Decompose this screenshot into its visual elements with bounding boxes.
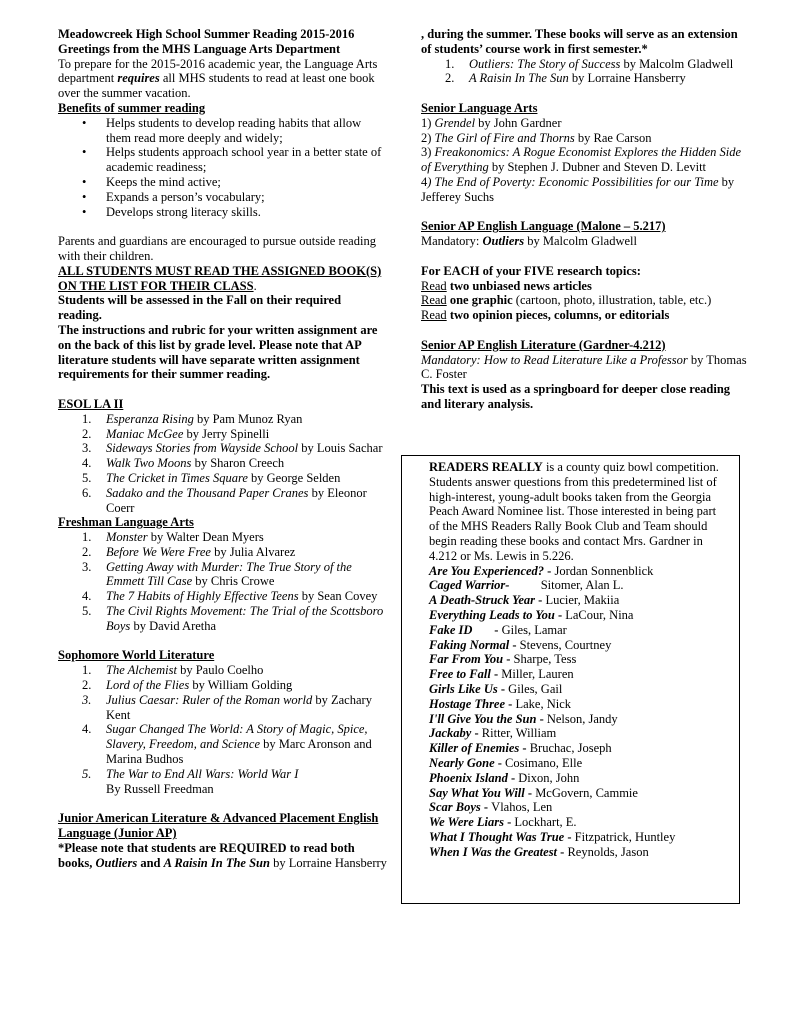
book-item: 4. Walk Two Moons by Sharon Creech: [82, 456, 285, 471]
readers-book-item: Fake ID - Giles, Lamar: [429, 622, 567, 637]
book-item: 4) The End of Poverty: Economic Possibilities for our Time by Jefferey Suchs: [421, 174, 735, 204]
junior-note-end: , during the summer. These books will serve as an extension of students’ course work in first semester.*: [421, 27, 738, 56]
book-item: 5. The Cricket in Times Square by George Selden: [82, 470, 341, 485]
freshman-book-list: [58, 530, 388, 634]
book-item: 2. Before We Were Free by Julia Alvarez: [82, 544, 296, 559]
ap-literature-note: This text is used as a springboard for deeper close reading and literary analysis.: [421, 382, 731, 411]
freshman-heading: Freshman Language Arts: [58, 515, 194, 530]
mandate-heading: ALL STUDENTS MUST READ THE ASSIGNED BOOK(S) ON THE LIST FOR THEIR CLASS: [58, 263, 382, 293]
senior-heading: Senior Language Arts: [421, 100, 538, 115]
parents-note: Parents and guardians are encouraged to pursue outside reading with their children.: [58, 234, 376, 263]
book-item: 5. The Civil Rights Movement: The Trial of the Scottsboro Boys by David Aretha: [82, 604, 384, 633]
benefit-item: • Expands a person’s vocabulary;: [106, 190, 388, 205]
book-item: 3. Sideways Stories from Wayside School by Louis Sachar: [82, 441, 383, 456]
book-item: 4. Sugar Changed The World: A Story of Magic, Spice, Slavery, Freedom, and Science by Marc Aronson and Marina Budhos: [82, 722, 372, 767]
research-heading: For EACH of your FIVE research topics:: [421, 263, 641, 278]
esol-heading: ESOL LA II: [58, 396, 124, 411]
benefits-list: [58, 116, 388, 220]
readers-book-item: Killer of Enemies - Bruchac, Joseph: [429, 741, 612, 756]
book-item: 1. Esperanza Rising by Pam Munoz Ryan: [82, 411, 303, 426]
readers-book-list: [429, 564, 729, 860]
junior-heading: Junior American Literature & Advanced Placement English Language (Junior AP): [58, 811, 379, 841]
readers-book-item: I'll Give You the Sun - Nelson, Jandy: [429, 711, 618, 726]
ap-literature-mandatory: Mandatory: How to Read Literature Like a Professor by Thomas C. Foster: [421, 352, 747, 382]
left-column: [58, 27, 388, 870]
readers-book-item: Far From You - Sharpe, Tess: [429, 652, 577, 667]
readers-book-item: Faking Normal - Stevens, Courtney: [429, 637, 612, 652]
research-task: Read one graphic (cartoon, photo, illustration, table, etc.): [421, 293, 712, 308]
book-item: 2. Lord of the Flies by William Golding: [82, 678, 293, 693]
book-item: 1. Monster by Walter Dean Myers: [82, 530, 264, 545]
readers-book-item: A Death-Struck Year - Lucier, Makiia: [429, 593, 620, 608]
ap-language-heading: Senior AP English Language (Malone – 5.217): [421, 219, 666, 234]
book-item: 1. The Alchemist by Paulo Coelho: [82, 663, 264, 678]
readers-book-item: Free to Fall - Miller, Lauren: [429, 667, 574, 682]
ap-literature-heading: Senior AP English Literature (Gardner-4.212): [421, 337, 666, 352]
book-item: 2) The Girl of Fire and Thorns by Rae Carson: [421, 130, 652, 145]
readers-book-item: Scar Boys - Vlahos, Len: [429, 800, 553, 815]
document-title: Meadowcreek High School Summer Reading 2015-2016: [58, 27, 355, 41]
book-item: 5. The War to End All Wars: World War I By Russell Freedman: [82, 766, 299, 796]
book-item: 3. Julius Caesar: Ruler of the Roman world by Zachary Kent: [82, 692, 372, 722]
book-item: 6. Sadako and the Thousand Paper Cranes by Eleonor Coerr: [82, 485, 367, 515]
requires-emphasis: requires: [117, 71, 160, 86]
research-task: Read two opinion pieces, columns, or editorials: [421, 308, 670, 323]
right-column: [421, 27, 751, 412]
greeting: Greetings from the MHS Language Arts Department: [58, 41, 341, 56]
instructions-note: The instructions and rubric for your written assignment are on the back of this list by grade level. Please note that AP literature students will have separate written assignment requirements for their summer reading.: [58, 322, 378, 382]
readers-book-item: What I Thought Was True - Fitzpatrick, Huntley: [429, 829, 676, 844]
book-item: 2. A Raisin In The Sun by Lorraine Hansberry: [445, 71, 686, 86]
readers-really-description: READERS REALLY is a county quiz bowl competition. Students answer questions from this predetermined list of high-interest, young-adult books taken from the Georgia Peach Award Nominee list. Those interested in being part of the MHS Readers Rally Book Club and Team should begin reading these books and contact Mrs. Gardner in 4.212 or Ms. Lewis in 5.226.: [429, 460, 719, 563]
book-item: 1) Grendel by John Gardner: [421, 115, 562, 130]
readers-book-item: Are You Experienced? - Jordan Sonnenblick: [429, 563, 654, 578]
intro-paragraph: To prepare for the 2015-2016 academic year, the Language Arts department requires all MHS students to read at least one book over the summer vacation.: [58, 56, 378, 101]
readers-really-box: [401, 455, 740, 904]
readers-book-item: Say What You Will - McGovern, Cammie: [429, 785, 638, 800]
readers-book-item: Hostage Three - Lake, Nick: [429, 696, 571, 711]
readers-book-item: Everything Leads to You - LaCour, Nina: [429, 607, 634, 622]
readers-really-name: READERS REALLY: [429, 460, 543, 474]
readers-book-item: We Were Liars - Lockhart, E.: [429, 815, 577, 830]
junior-note-start: *Please note that students are REQUIRED to read both books, Outliers and A Raisin In The Sun by Lorraine Hansberry: [58, 840, 387, 870]
benefit-item: • Helps students approach school year in a better state of academic readiness;: [106, 145, 388, 175]
readers-book-item: Girls Like Us - Giles, Gail: [429, 681, 563, 696]
book-item: 1. Outliers: The Story of Success by Malcolm Gladwell: [445, 56, 734, 71]
assessment-note: Students will be assessed in the Fall on their required reading.: [58, 293, 342, 323]
benefit-item: • Develops strong literacy skills.: [106, 205, 388, 220]
sophomore-book-list: [58, 663, 388, 796]
junior-book-list: [421, 57, 751, 87]
book-item: 3. Getting Away with Murder: The True Story of the Emmett Till Case by Chris Crowe: [82, 559, 352, 589]
book-item: 3) Freakonomics: A Rogue Economist Explores the Hidden Side of Everything by Stephen J. Dubner and Steven D. Levitt: [421, 145, 742, 175]
readers-book-item: Jackaby - Ritter, William: [429, 726, 557, 741]
esol-book-list: [58, 412, 388, 516]
readers-book-item: Caged Warrior- Sitomer, Alan L.: [429, 578, 624, 593]
readers-book-item: When I Was the Greatest - Reynolds, Jason: [429, 844, 649, 859]
research-task: Read two unbiased news articles: [421, 278, 592, 293]
book-item: 4. The 7 Habits of Highly Effective Teens by Sean Covey: [82, 589, 378, 604]
benefit-item: • Keeps the mind active;: [106, 175, 388, 190]
benefit-item: • Helps students to develop reading habits that allow them read more deeply and widely;: [106, 116, 388, 146]
ap-language-mandatory: Mandatory: Outliers by Malcolm Gladwell: [421, 234, 637, 249]
book-item: 2. Maniac McGee by Jerry Spinelli: [82, 426, 270, 441]
sophomore-heading: Sophomore World Literature: [58, 648, 215, 663]
mandate-paragraph: ALL STUDENTS MUST READ THE ASSIGNED BOOK(S) ON THE LIST FOR THEIR CLASS.: [58, 263, 382, 293]
benefits-heading: Benefits of summer reading: [58, 100, 206, 115]
readers-book-item: Phoenix Island - Dixon, John: [429, 770, 580, 785]
readers-book-item: Nearly Gone - Cosimano, Elle: [429, 755, 583, 770]
